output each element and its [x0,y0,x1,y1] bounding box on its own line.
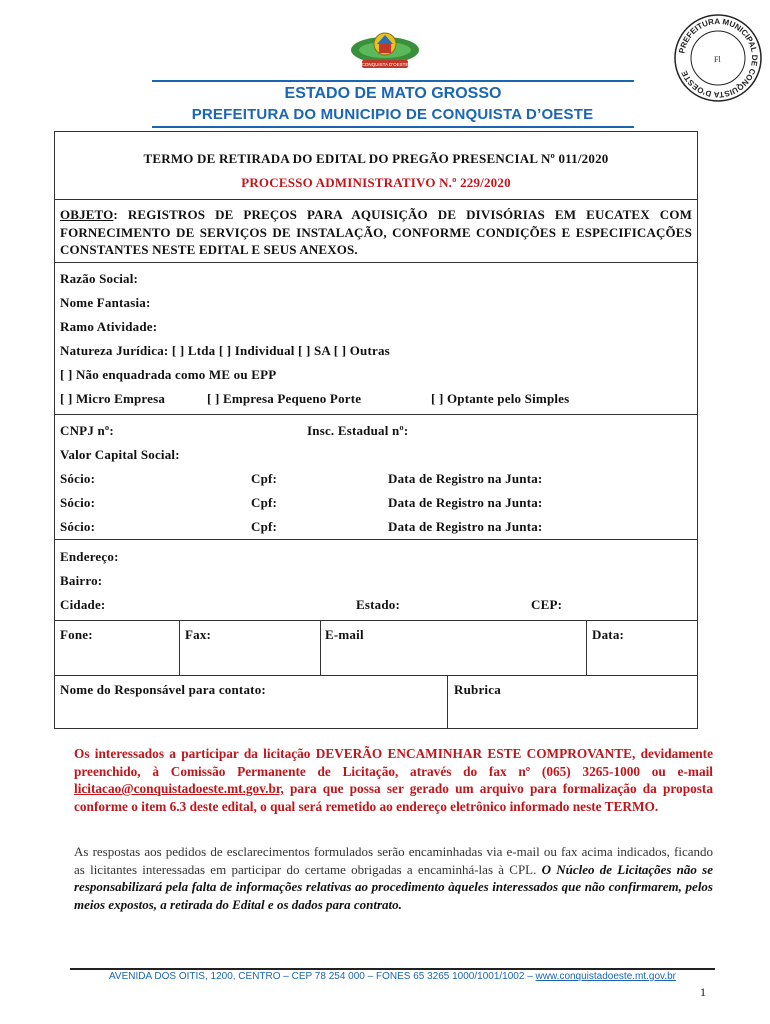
info-disclaimer: O Núcleo de Licitações não se responsabilizará pela falta de informações relativas ao procedimento àqueles interessados que não confirmarem, pelos meios expostos, a retirada do Edital e os dados para contrato. [74,861,713,912]
cidade-field[interactable]: Cidade: [60,597,106,612]
cpf-field[interactable]: Cpf: [251,471,278,486]
cep-field[interactable]: CEP: [531,597,563,612]
website-link[interactable]: www.conquistadoeste.mt.gov.br [535,971,676,982]
column-divider [586,620,587,675]
objeto-description [60,206,692,259]
pequeno-porte-checkbox[interactable]: [ ] Empresa Pequeno Porte [207,391,362,406]
stamp-ring-text: PREFEITURA MUNICIPAL DE CONQUISTA D'OESTE [677,16,760,100]
clarification-info [74,843,713,913]
cpf-field[interactable]: Cpf: [251,495,278,510]
column-divider [447,675,448,729]
municipal-stamp [672,12,764,104]
withdrawal-form [54,131,698,729]
divider [55,262,697,263]
stamp-center-text: Fl [714,55,721,64]
optante-simples-checkbox[interactable]: [ ] Optante pelo Simples [431,391,570,406]
registro-junta-field[interactable]: Data de Registro na Junta: [388,471,543,486]
notice-text-2: para que possa ser gerado um arquivo para formalização da proposta conforme o item 6.3 deste edital, o qual será remetido ao endereço eletrônico informado neste TERMO. [74,781,713,814]
form-title: TERMO DE RETIRADA DO EDITAL DO PREGÃO PRESENCIAL Nº 011/2020 [143,151,609,166]
insc-estadual-field[interactable]: Insc. Estadual nº: [307,423,409,438]
registro-junta-field[interactable]: Data de Registro na Junta: [388,495,543,510]
objeto-text: : REGISTROS DE PREÇOS PARA AQUISIÇÃO DE DIVISÓRIAS EM EUCATEX COM FORNECIMENTO DE SERVIÇOS DE INSTALAÇÃO, CONFORME CONDIÇÕES E ESPECIFICAÇÕES CONSTANTES NESTE EDITAL E SEUS ANEXOS. [60,207,692,257]
socio-field[interactable]: Sócio: [60,471,96,486]
divider [55,620,697,621]
micro-empresa-checkbox[interactable]: [ ] Micro Empresa [60,391,166,406]
cpf-field[interactable]: Cpf: [251,519,278,534]
divider [55,675,697,676]
submission-notice [74,745,713,815]
municipal-crest-logo [348,26,422,80]
divider [55,199,697,200]
footer-address-text: AVENIDA DOS OITIS, 1200, CENTRO – CEP 78 254 000 – FONES 65 3265 1000/1001/1002 – [109,971,536,982]
endereco-field[interactable]: Endereço: [60,549,119,564]
processo-number: PROCESSO ADMINISTRATIVO N.º 229/2020 [241,175,511,190]
socio-field[interactable]: Sócio: [60,495,96,510]
notice-text-1: Os interessados a participar da licitação DEVERÃO ENCAMINHAR ESTE COMPROVANTE, devidamente preenchido, à Comissão Permanente de Licitação, através do fax nº (065) 3265-1000 ou e-mail [74,746,713,779]
header-top-rule [152,80,634,82]
page-number: 1 [700,985,706,999]
ramo-atividade-field[interactable]: Ramo Atividade: [60,319,158,334]
email-field[interactable]: E-mail [325,627,364,642]
estado-field[interactable]: Estado: [356,597,401,612]
rubrica-field[interactable]: Rubrica [454,682,501,697]
razao-social-field[interactable]: Razão Social: [60,271,139,286]
column-divider [320,620,321,675]
info-text: As respostas aos pedidos de esclarecimentos formulados serão encaminhadas via e-mail ou fax acima indicados, ficando as licitantes interessadas em participar do certame obrigadas a encaminhá-las à CPL. [74,844,713,877]
data-field[interactable]: Data: [592,627,625,642]
divider [55,539,697,540]
fone-field[interactable]: Fone: [60,627,93,642]
capital-social-field[interactable]: Valor Capital Social: [60,447,180,462]
divider [55,414,697,415]
prefeitura-title: PREFEITURA DO MUNICIPIO DE CONQUISTA D’OESTE [191,106,594,123]
nome-fantasia-field[interactable]: Nome Fantasia: [60,295,151,310]
fax-field[interactable]: Fax: [185,627,212,642]
footer-rule [70,968,715,970]
licitacao-email-link[interactable]: licitacao@conquistadoeste.mt.gov.br, [74,781,284,796]
crest-ribbon-text: CONQUISTA D'OESTE [361,62,409,67]
registro-junta-field[interactable]: Data de Registro na Junta: [388,519,543,534]
socio-field[interactable]: Sócio: [60,519,96,534]
natureza-juridica-options[interactable]: Natureza Jurídica: [ ] Ltda [ ] Individual [ ] SA [ ] Outras [60,343,390,358]
footer-address [70,971,715,982]
state-title: ESTADO DE MATO GROSSO [284,85,502,102]
cnpj-field[interactable]: CNPJ nº: [60,423,114,438]
bairro-field[interactable]: Bairro: [60,573,103,588]
column-divider [179,620,180,675]
header-bottom-rule [152,126,634,128]
objeto-label: OBJETO [60,207,114,222]
nao-enquadrada-checkbox[interactable]: [ ] Não enquadrada como ME ou EPP [60,367,277,382]
responsavel-field[interactable]: Nome do Responsável para contato: [60,682,266,697]
